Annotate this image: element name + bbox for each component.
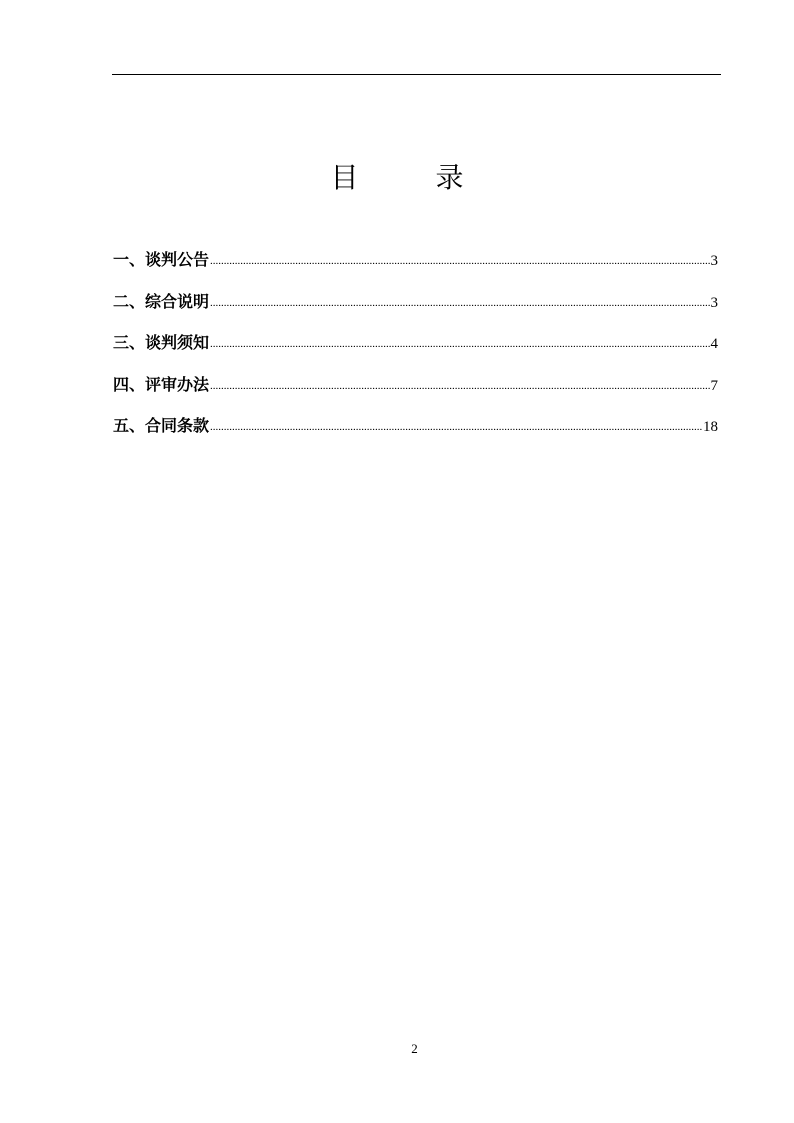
toc-entry-page: 7 [710,377,718,394]
toc-entry-page: 4 [710,336,718,352]
toc-entry-page: 3 [710,294,718,311]
toc-entry-page: 18 [703,419,718,435]
toc-dot-leader [210,413,702,441]
toc-title: 目 录 [330,161,498,194]
toc-dot-leader [210,247,709,275]
toc-entry-label: 二、综合说明 [113,291,210,311]
toc-dot-leader [210,330,709,358]
toc-entry-label: 四、评审办法 [113,374,210,394]
toc-entry[interactable] [113,246,718,288]
toc-list [113,246,718,454]
header-rule [112,74,721,75]
page-number: 2 [411,1041,418,1056]
toc-entry[interactable] [113,412,718,454]
toc-entry-label: 三、谈判须知 [113,333,210,352]
toc-entry-label: 一、谈判公告 [113,250,210,269]
toc-entry[interactable] [113,288,718,330]
toc-entry-label: 五、合同条款 [113,416,210,435]
toc-entry[interactable] [113,329,718,371]
toc-dot-leader [210,372,709,400]
toc-dot-leader [210,289,709,317]
toc-entry[interactable] [113,371,718,413]
toc-entry-page: 3 [710,253,718,269]
